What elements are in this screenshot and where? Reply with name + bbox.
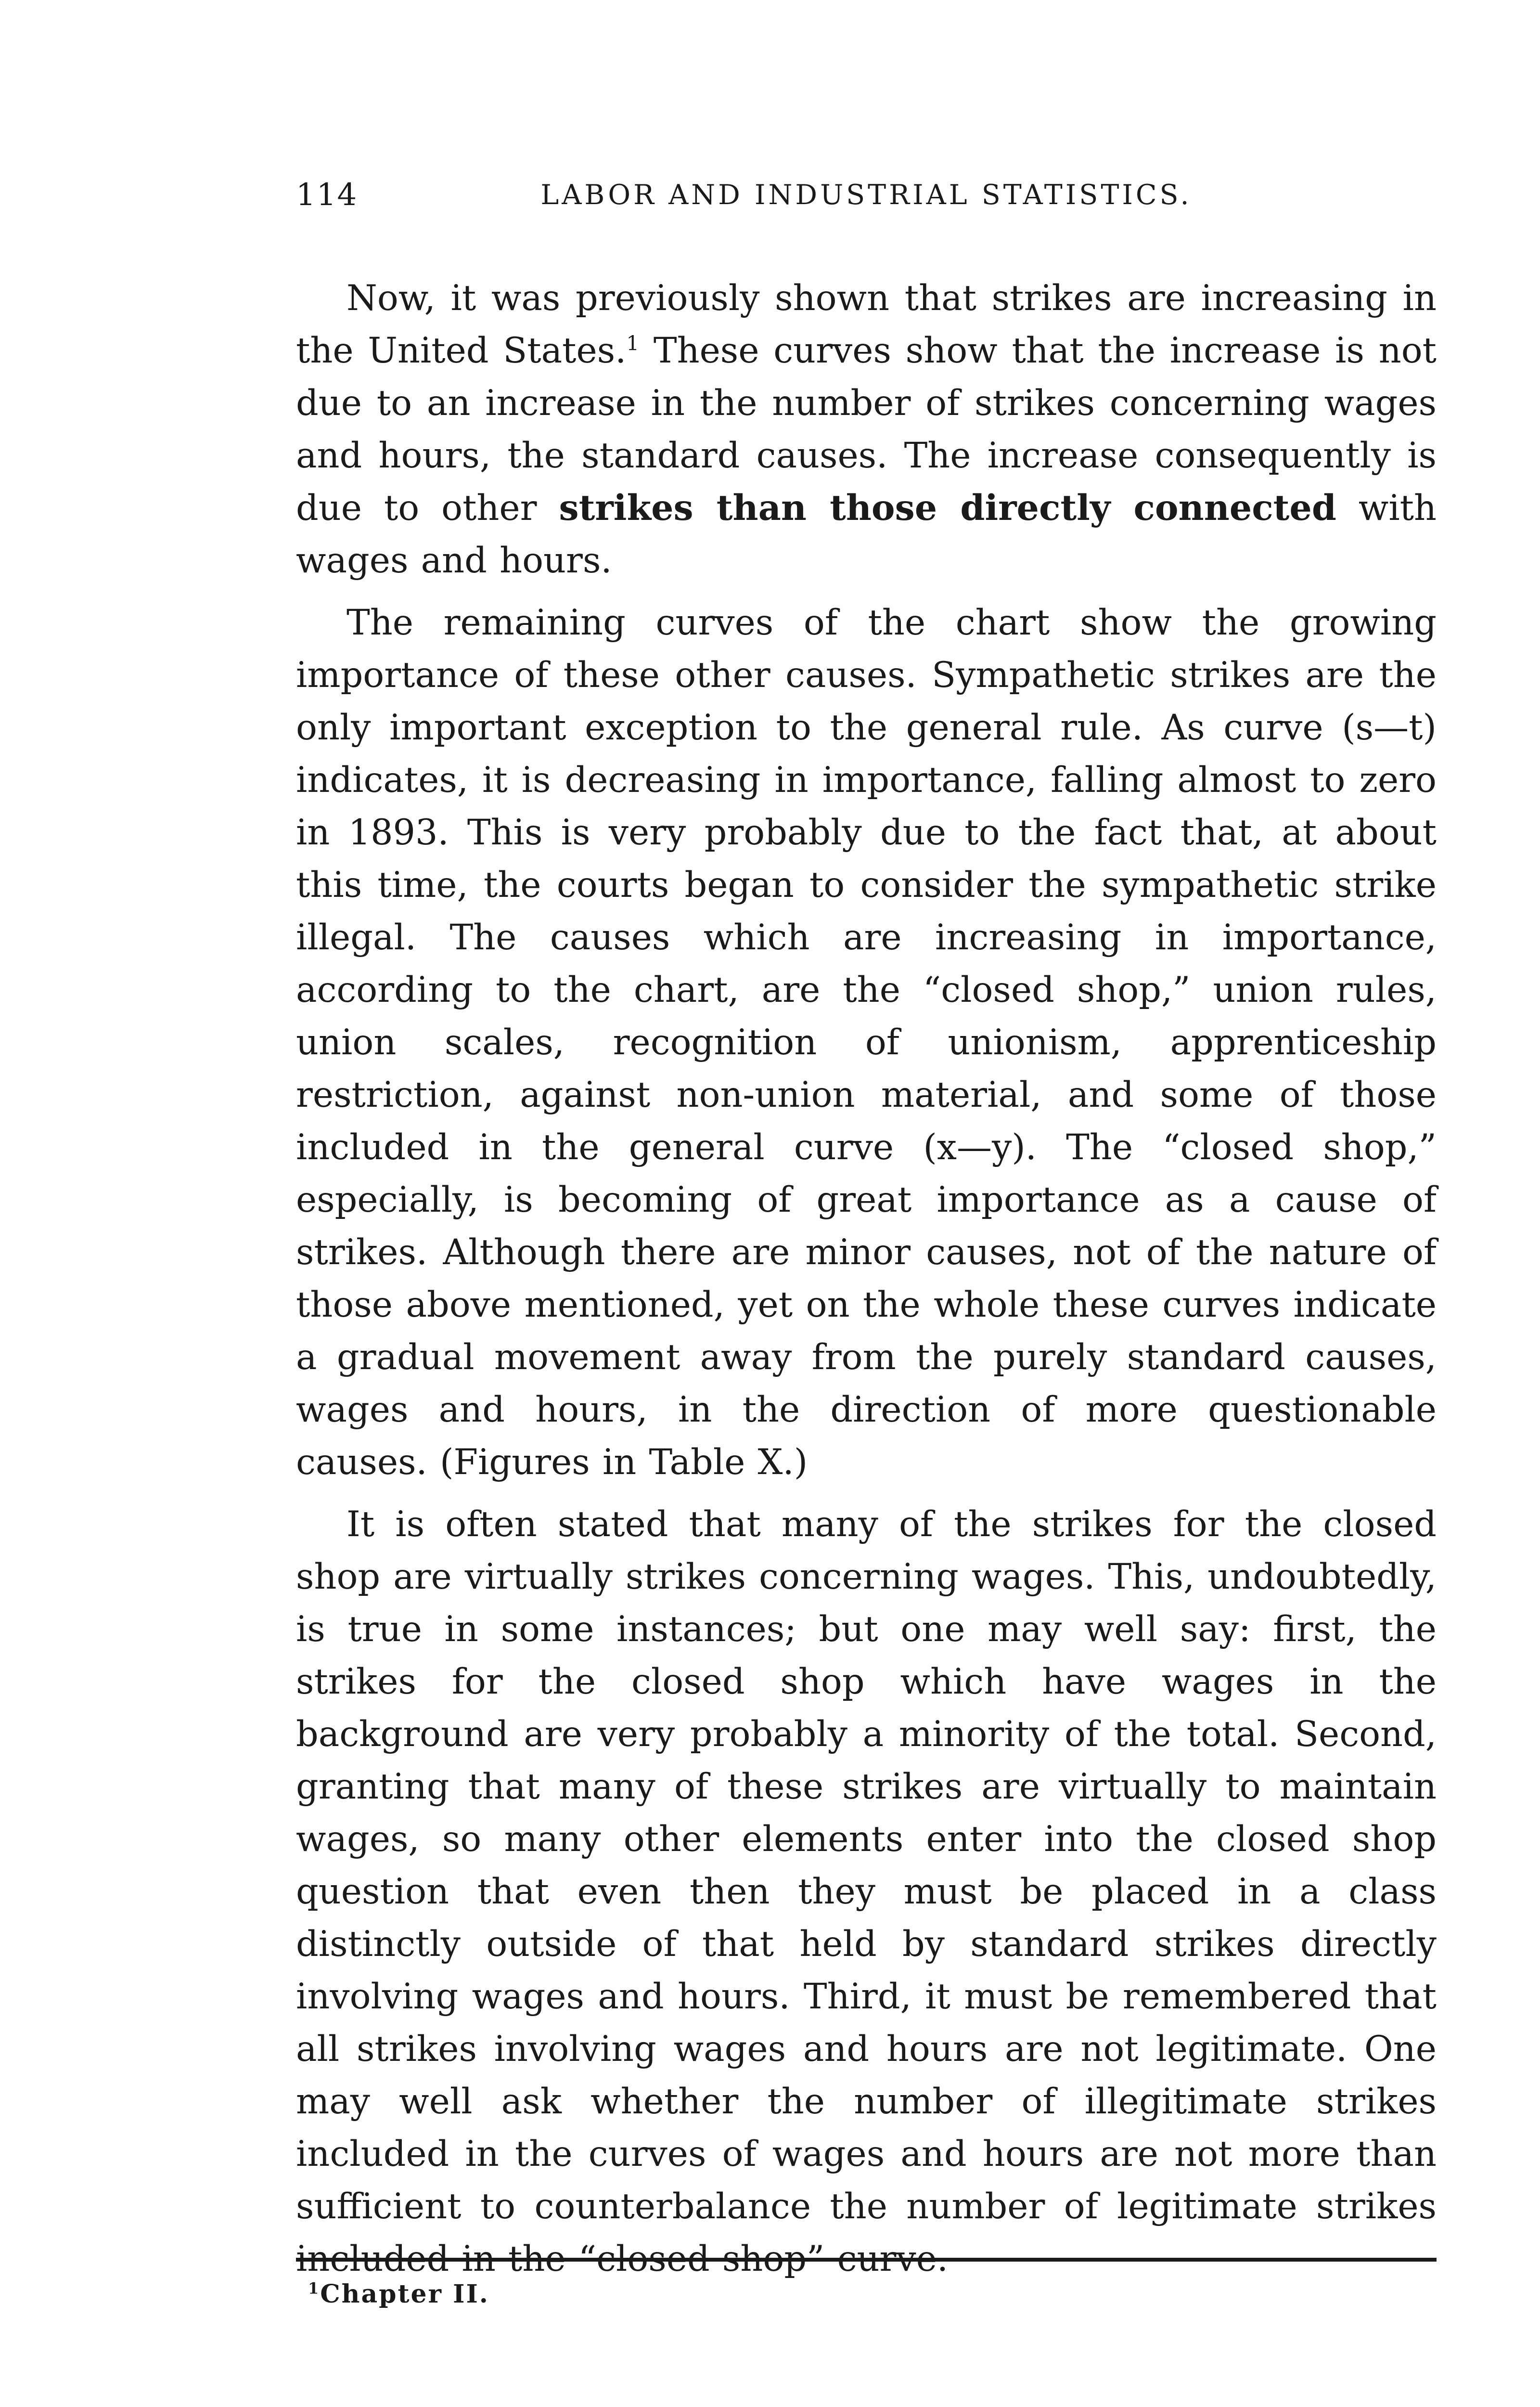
paragraph-2: The remaining curves of the chart show the growing importance of these other causes. Sympathetic strikes are the only important exception to the general rule. As curve (s—t) indicates, it is decreasing in importance, falling almost to zero in 1893. This is very probably due to the fact that, at about this time, the courts began to consider the sympathetic strike illegal. The causes which are increasing in importance, according to the chart, are the “closed shop,” union rules, union scales, recognition of unionism, apprenticeship restriction, against non-union material, and some of those included in the general curve (x—y). The “closed shop,” especially, is becoming of great importance as a cause of strikes. Although there are minor causes, not of the nature of those above mentioned, yet on the whole these curves indicate a gradual movement away from the purely standard causes, wages and hours, in the direction of more questionable causes. (Figures in Table X.) [296, 602, 1437, 1483]
paragraph-1-bold-text: strikes than those directly connected [559, 487, 1336, 529]
footnote-marker: 1 [308, 2279, 321, 2298]
footnote-reference: 1 [626, 331, 640, 355]
paragraph-3: It is often stated that many of the strikes for the closed shop are virtually strikes concerning wages. This, undoubtedly, is true in some instances; but one may well say: first, the strikes for the closed shop which have wages in the background are very probably a minority of the total. Second, granting that many of these strikes are virtually to maintain wages, so many other elements enter into the closed shop question that even then they must be placed in a class distinctly outside of that held by standard strikes directly involving wages and hours. Third, it must be remembered that all strikes involving wages and hours are not legitimate. One may well ask whether the number of illegitimate strikes included in the curves of wages and hours are not more than sufficient to counterbalance the number of legitimate strikes included in the “closed shop” curve. [296, 1504, 1437, 2279]
footnote [308, 2279, 489, 2309]
footnote-divider [296, 2258, 1437, 2262]
paragraph-1-text-a: Now, it was previously shown that strikes are increasing in the United States. [296, 278, 1437, 371]
footnote-text: Chapter II. [320, 2279, 489, 2309]
paragraph-1 [296, 272, 1437, 587]
body-text [296, 272, 1437, 2295]
page-header [296, 177, 1437, 225]
paragraph-1-text-b: These curves show that the increase is not due to an increase in the number of strikes concerning wages and hours, the standard causes. The increase consequently is due to other [296, 330, 1437, 529]
page-number: 114 [296, 177, 358, 213]
running-title: LABOR AND INDUSTRIAL STATISTICS. [540, 179, 1192, 211]
paragraph-1-text-c: with wages and hours. [296, 488, 1437, 581]
